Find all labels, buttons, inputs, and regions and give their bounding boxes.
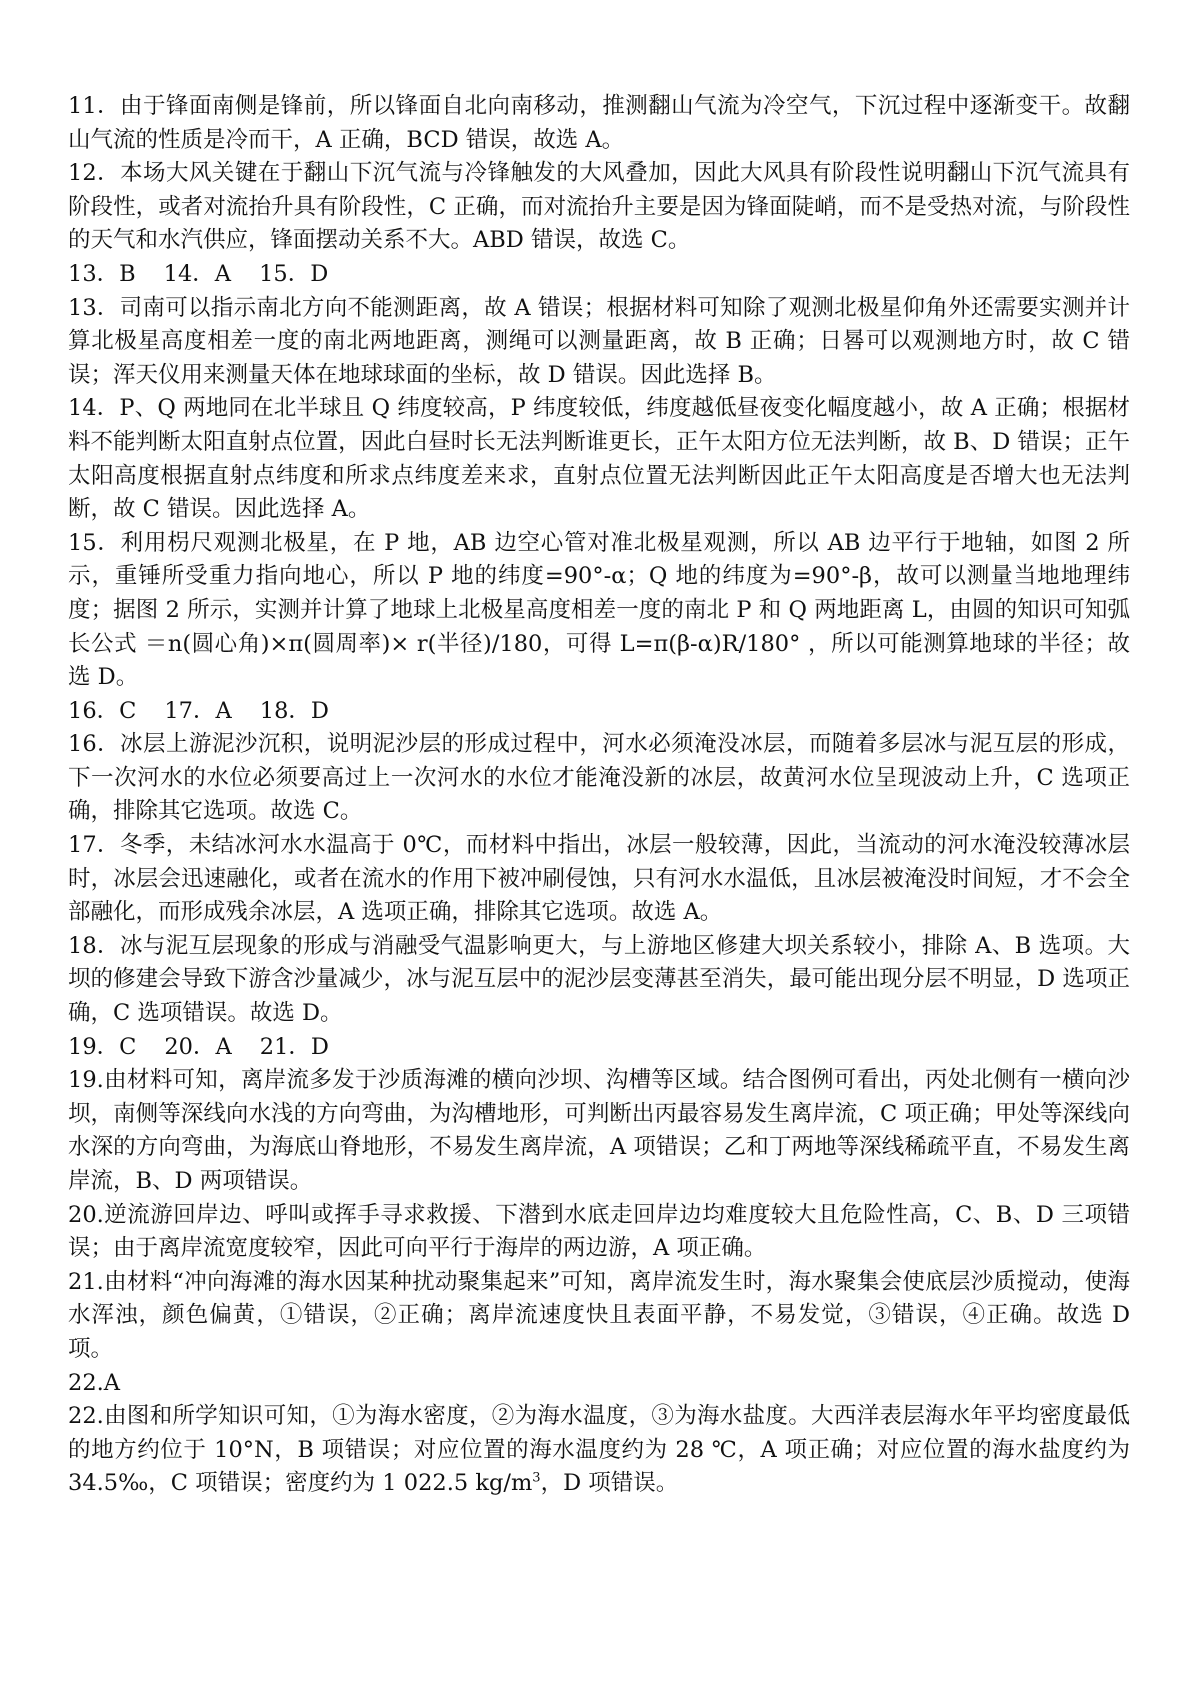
answer-18: 18．D <box>259 697 329 724</box>
explanation-16: 16．冰层上游泥沙沉积，说明泥沙层的形成过程中，河水必须淹没冰层，而随着多层冰与泥互层的形成，下一次河水的水位必须要高过上一次河水的水位才能淹没新的冰层，故黄河水位呈现波动上升，C 选项正确，排除其它选项。故选 C。 <box>68 731 1130 825</box>
answer-16: 16．C <box>68 697 137 724</box>
explanation-19: 19.由材料可知，离岸流多发于沙质海滩的横向沙坝、沟槽等区域。结合图例可看出，丙处北侧有一横向沙坝，南侧等深线向水浅的方向弯曲，为沟槽地形，可判断出丙最容易发生离岸流，C 项正确；甲处等深线向水深的方向弯曲，为海底山脊地形，不易发生离岸流，A 项错误；乙和丁两地等深线稀疏平直，不易发生离岸流，B、D 两项错误。 <box>68 1067 1130 1194</box>
answer-17: 17．A <box>164 697 232 724</box>
answer-explanation-page <box>68 90 1130 1501</box>
unit-exponent: 3 <box>532 1470 541 1486</box>
explanation-15: 15．利用枴尺观测北极星，在 P 地，AB 边空心管对准北极星观测，所以 AB 边平行于地轴，如图 2 所示，重锤所受重力指向地心，所以 P 地的纬度=90°-α；Q 地的纬度为=90°-β，故可以测量当地地理纬度；据图 2 所示，实测并计算了地球上北极星高度相差一度的南北 P 和 Q 两地距离 L，由圆的知识可知弧长公式 ＝n(圆心角)×π(圆周率)× r(半径)/180，可得 L=π(β-α)R/180° ，所以可能测算地球的半径；故选 D。 <box>68 529 1130 691</box>
answer-21: 21．D <box>259 1033 329 1060</box>
answer-key-19-21 <box>68 1031 1130 1065</box>
explanation-22-tail: ，D 项错误。 <box>540 1470 679 1497</box>
answer-key-16-18 <box>68 695 1130 729</box>
answer-19: 19．C <box>68 1033 137 1060</box>
answer-15: 15．D <box>259 260 329 287</box>
answer-22: 22.A <box>68 1369 121 1396</box>
explanation-18: 18．冰与泥互层现象的形成与消融受气温影响更大，与上游地区修建大坝关系较小，排除 A、B 选项。大坝的修建会导致下游含沙量减少，冰与泥互层中的泥沙层变薄甚至消失，最可能出现分层不明显，D 选项正确，C 选项错误。故选 D。 <box>68 932 1130 1027</box>
answer-20: 20．A <box>164 1033 232 1060</box>
answer-key-13-15 <box>68 258 1130 292</box>
explanation-13: 13．司南可以指示南北方向不能测距离，故 A 错误；根据材料可知除了观测北极星仰角外还需要实测并计算北极星高度相差一度的南北两地距离，测绳可以测量距离，故 B 正确；日晷可以观测地方时，故 C 错误；浑天仪用来测量天体在地球球面的坐标，故 D 错误。因此选择 B。 <box>68 294 1130 388</box>
explanation-21: 21.由材料“冲向海滩的海水因某种扰动聚集起来”可知，离岸流发生时，海水聚集会使底层沙质搅动，使海水浑浊，颜色偏黄，①错误，②正确；离岸流速度快且表面平静，不易发觉，③错误，④正确。故选 D 项。 <box>68 1268 1130 1362</box>
explanation-22-text: 22.由图和所学知识可知，①为海水密度，②为海水温度，③为海水盐度。大西洋表层海水年平均密度最低的地方约位于 10°N，B 项错误；对应位置的海水温度约为 28 ℃，A 项正确；对应位置的海水盐度约为 34.5‰，C 项错误；密度约为 1 022.5 kg/m <box>68 1403 1130 1497</box>
explanation-22 <box>68 1400 1130 1501</box>
explanation-20: 20.逆流游回岸边、呼叫或挥手寻求救援、下潜到水底走回岸边均难度较大且危险性高，C、B、D 三项错误；由于离岸流宽度较窄，因此可向平行于海岸的两边游，A 项正确。 <box>68 1201 1130 1262</box>
answer-13: 13．B <box>68 260 136 287</box>
explanation-11: 11．由于锋面南侧是锋前，所以锋面自北向南移动，推测翻山气流为冷空气，下沉过程中逐渐变干。故翻山气流的性质是冷而干，A 正确，BCD 错误，故选 A。 <box>68 93 1130 153</box>
explanation-17: 17．冬季，未结冰河水水温高于 0℃，而材料中指出，冰层一般较薄，因此，当流动的河水淹没较薄冰层时，冰层会迅速融化，或者在流水的作用下被冲刷侵蚀，只有河水水温低，且冰层被淹没时间短，才不会全部融化，而形成残余冰层，A 选项正确，排除其它选项。故选 A。 <box>68 832 1130 926</box>
answer-14: 14．A <box>163 260 232 287</box>
explanation-12: 12．本场大风关键在于翻山下沉气流与冷锋触发的大风叠加，因此大风具有阶段性说明翻山下沉气流具有阶段性，或者对流抬升具有阶段性，C 正确，而对流抬升主要是因为锋面陡峭，而不是受热对流，与阶段性的天气和水汽供应，锋面摆动关系不大。ABD 错误，故选 C。 <box>68 160 1130 254</box>
explanation-14: 14．P、Q 两地同在北半球且 Q 纬度较高，P 纬度较低，纬度越低昼夜变化幅度越小，故 A 正确；根据材料不能判断太阳直射点位置，因此白昼时长无法判断谁更长，正午太阳方位无法判断，故 B、D 错误；正午太阳高度根据直射点纬度和所求点纬度差来求，直射点位置无法判断因此正午太阳高度是否增大也无法判断，故 C 错误。因此选择 A。 <box>68 395 1130 523</box>
